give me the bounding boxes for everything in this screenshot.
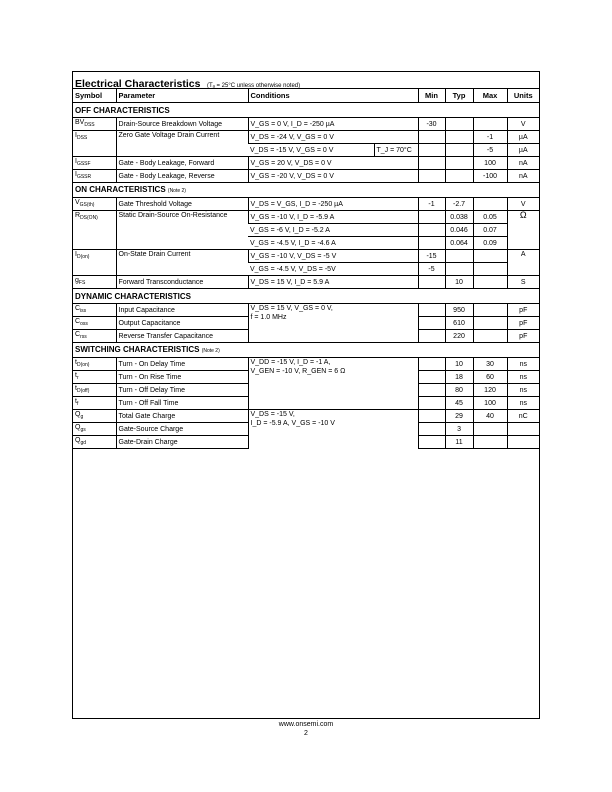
header-units: Units xyxy=(507,89,539,103)
units-cell: nA xyxy=(507,157,539,170)
table-row xyxy=(73,304,539,317)
units-cell: pF xyxy=(507,304,539,317)
max-cell: 120 xyxy=(473,384,507,397)
section-dynamic xyxy=(73,289,539,304)
parameter-cell: Turn - On Rise Time xyxy=(116,371,248,384)
parameter-cell: Reverse Transfer Capacitance xyxy=(116,330,248,343)
typ-cell: 0.038 xyxy=(445,211,473,224)
parameter-cell: Turn - Off Fall Time xyxy=(116,397,248,410)
max-cell: -1 xyxy=(473,131,507,144)
parameter-cell: Input Capacitance xyxy=(116,304,248,317)
header-min: Min xyxy=(418,89,445,103)
symbol-cell: $Q_{gs}$ xyxy=(73,423,116,436)
symbol-cell: $g_{FS}$ xyxy=(73,276,116,289)
section-title: ON CHARACTERISTICS xyxy=(75,184,166,194)
condition-cell: V_GS = -20 V, V_DS = 0 V xyxy=(248,170,418,183)
typ-cell: 80 xyxy=(445,384,473,397)
max-cell: 100 xyxy=(473,397,507,410)
units-cell: Ω xyxy=(507,211,539,250)
typ-cell: 950 xyxy=(445,304,473,317)
title-row xyxy=(75,74,300,88)
typ-cell: 18 xyxy=(445,371,473,384)
condition-temp-cell: T_J = 70°C xyxy=(374,144,418,157)
section-title: SWITCHING CHARACTERISTICS xyxy=(75,344,200,354)
units-cell: nA xyxy=(507,170,539,183)
condition-cell: V_GS = -4.5 V, V_DS = -5V xyxy=(248,263,418,276)
page-number: 2 xyxy=(304,730,308,737)
parameter-cell: Static Drain-Source On-Resistance xyxy=(116,211,248,250)
units-cell: ns xyxy=(507,371,539,384)
symbol-cell: $t_{D(off)}$ xyxy=(73,384,116,397)
units-cell: pF xyxy=(507,317,539,330)
table-row xyxy=(73,131,539,144)
condition-cell: V_DS = 15 V, I_D = 5.9 A xyxy=(248,276,418,289)
section-switching xyxy=(73,343,539,358)
typ-cell: 220 xyxy=(445,330,473,343)
parameter-cell: Gate-Drain Charge xyxy=(116,436,248,449)
table-row xyxy=(73,157,539,170)
parameter-cell: Output Capacitance xyxy=(116,317,248,330)
typ-cell: 10 xyxy=(445,358,473,371)
typ-cell: 610 xyxy=(445,317,473,330)
parameter-cell: Zero Gate Voltage Drain Current xyxy=(116,131,248,157)
typ-cell: 3 xyxy=(445,423,473,436)
max-cell: 0.07 xyxy=(473,224,507,237)
parameter-cell: Gate Threshold Voltage xyxy=(116,198,248,211)
condition-cell: V_DS = V_GS, I_D = -250 µA xyxy=(248,198,418,211)
condition-cell: V_DS = -15 V, V_GS = 0 V xyxy=(248,144,374,157)
symbol-cell: $C_{oss}$ xyxy=(73,317,116,330)
units-cell: A xyxy=(507,250,539,276)
units-cell: ns xyxy=(507,384,539,397)
symbol-cell: $BV_{DSS}$ xyxy=(73,118,116,131)
section-on xyxy=(73,183,539,198)
typ-cell: 11 xyxy=(445,436,473,449)
parameter-cell: Gate - Body Leakage, Forward xyxy=(116,157,248,170)
max-cell: 0.05 xyxy=(473,211,507,224)
typ-cell: 45 xyxy=(445,397,473,410)
header-max: Max xyxy=(473,89,507,103)
typ-cell: 0.064 xyxy=(445,237,473,250)
characteristics-table xyxy=(73,88,539,449)
max-cell: 30 xyxy=(473,358,507,371)
units-cell: ns xyxy=(507,358,539,371)
page-title: Electrical Characteristics xyxy=(75,78,201,90)
section-title: OFF CHARACTERISTICS xyxy=(73,103,539,118)
header-conditions: Conditions xyxy=(248,89,418,103)
condition-cell: V_DS = -15 V, I_D = -5.9 A, V_GS = -10 V xyxy=(248,410,418,449)
condition-cell: V_DS = 15 V, V_GS = 0 V, f = 1.0 MHz xyxy=(248,304,418,343)
table-row xyxy=(73,170,539,183)
section-note: (Note 2) xyxy=(201,347,220,354)
condition-cell: V_DS = -24 V, V_GS = 0 V xyxy=(248,131,418,144)
section-title: DYNAMIC CHARACTERISTICS xyxy=(73,289,539,304)
symbol-cell: $I_{GSSF}$ xyxy=(73,157,116,170)
max-cell: 40 xyxy=(473,410,507,423)
parameter-cell: On-State Drain Current xyxy=(116,250,248,276)
typ-cell xyxy=(445,118,473,131)
table-row xyxy=(73,358,539,371)
typ-cell: 0.046 xyxy=(445,224,473,237)
table-row xyxy=(73,118,539,131)
symbol-cell: $C_{rss}$ xyxy=(73,330,116,343)
symbol-cell: $t_{D(on)}$ xyxy=(73,358,116,371)
title-condition: (Tₐ = 25°C unless otherwise noted) xyxy=(206,83,301,89)
condition-cell: V_GS = -4.5 V, I_D = -4.6 A xyxy=(248,237,418,250)
symbol-cell: $I_{D(on)}$ xyxy=(73,250,116,276)
table-row xyxy=(73,211,539,224)
units-cell: ns xyxy=(507,397,539,410)
max-cell: 60 xyxy=(473,371,507,384)
parameter-cell: Turn - On Delay Time xyxy=(116,358,248,371)
typ-cell: 29 xyxy=(445,410,473,423)
condition-cell: V_GS = 0 V, I_D = -250 µA xyxy=(248,118,418,131)
min-cell: -5 xyxy=(418,263,445,276)
units-cell: µA xyxy=(507,144,539,157)
table-row xyxy=(73,276,539,289)
table-row xyxy=(73,198,539,211)
units-cell: nC xyxy=(507,410,539,423)
parameter-cell: Gate - Body Leakage, Reverse xyxy=(116,170,248,183)
condition-cell: V_GS = -10 V, I_D = -5.9 A xyxy=(248,211,418,224)
units-cell: pF xyxy=(507,330,539,343)
min-cell: -1 xyxy=(418,198,445,211)
parameter-cell: Drain-Source Breakdown Voltage xyxy=(116,118,248,131)
units-cell: µA xyxy=(507,131,539,144)
header-typ: Typ xyxy=(445,89,473,103)
min-cell: -30 xyxy=(418,118,445,131)
units-cell: V xyxy=(507,198,539,211)
parameter-cell: Gate-Source Charge xyxy=(116,423,248,436)
condition-cell: V_DD = -15 V, I_D = -1 A, V_GEN = -10 V, R_GEN = 6 Ω xyxy=(248,358,418,410)
symbol-cell: $I_{GSSR}$ xyxy=(73,170,116,183)
symbol-cell: $t_r$ xyxy=(73,371,116,384)
units-cell: V xyxy=(507,118,539,131)
characteristics-frame xyxy=(72,71,540,719)
symbol-cell: $I_{DSS}$ xyxy=(73,131,116,157)
max-cell: 100 xyxy=(473,157,507,170)
typ-cell: -2.7 xyxy=(445,198,473,211)
symbol-cell: $R_{DS(ON)}$ xyxy=(73,211,116,250)
section-note: (Note 2) xyxy=(167,187,186,194)
condition-cell: V_GS = -6 V, I_D = -5.2 A xyxy=(248,224,418,237)
typ-cell: 10 xyxy=(445,276,473,289)
table-row xyxy=(73,250,539,263)
condition-cell: V_GS = -10 V, V_DS = -5 V xyxy=(248,250,418,263)
header-parameter: Parameter xyxy=(116,89,248,103)
parameter-cell: Turn - Off Delay Time xyxy=(116,384,248,397)
section-off xyxy=(73,103,539,118)
symbol-cell: $C_{iss}$ xyxy=(73,304,116,317)
units-cell: S xyxy=(507,276,539,289)
footer-url[interactable]: www.onsemi.com xyxy=(278,721,334,728)
max-cell: -5 xyxy=(473,144,507,157)
min-cell: -15 xyxy=(418,250,445,263)
symbol-cell: $Q_{gd}$ xyxy=(73,436,116,449)
max-cell: -100 xyxy=(473,170,507,183)
symbol-cell: $Q_g$ xyxy=(73,410,116,423)
table-row xyxy=(73,410,539,423)
condition-cell: V_GS = 20 V, V_DS = 0 V xyxy=(248,157,418,170)
table-header xyxy=(73,89,539,103)
parameter-cell: Forward Transconductance xyxy=(116,276,248,289)
max-cell xyxy=(473,118,507,131)
symbol-cell: $V_{GS(th)}$ xyxy=(73,198,116,211)
max-cell: 0.09 xyxy=(473,237,507,250)
header-symbol: Symbol xyxy=(73,89,116,103)
symbol-cell: $t_f$ xyxy=(73,397,116,410)
parameter-cell: Total Gate Charge xyxy=(116,410,248,423)
